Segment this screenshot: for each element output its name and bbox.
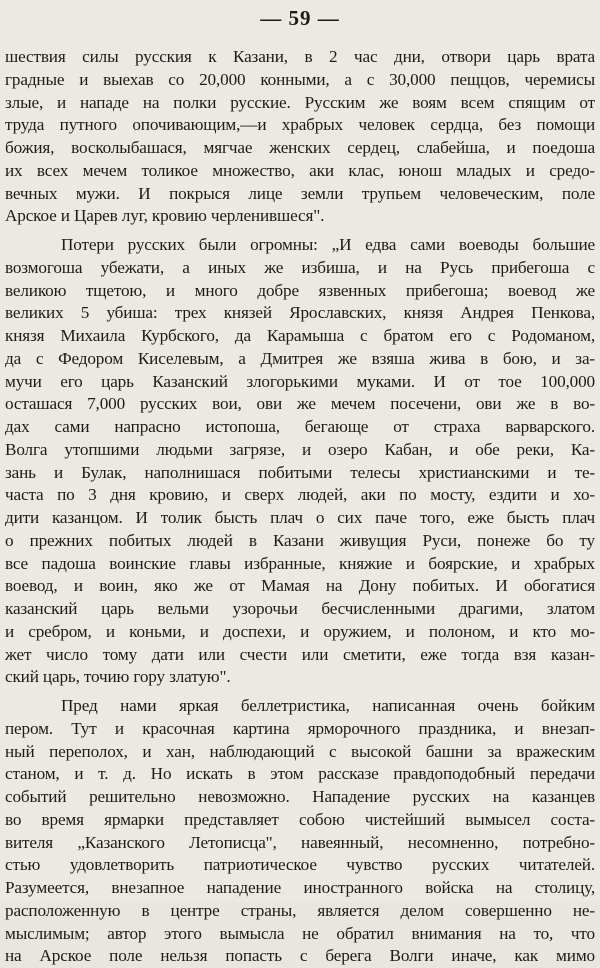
- text-line: ный переполох, и хан, наблюдающий с высокой башни за вражеским: [5, 741, 595, 761]
- page-number: — 59 —: [260, 6, 340, 30]
- text-line: князя Михаила Курбского, да Карамыша с братом его с Родоманом,: [5, 326, 595, 345]
- text-line: вечных мужи. И покрыся лице земли трупьем человеческим, поле: [5, 183, 595, 203]
- text-line: расположенную в центре страны, является делом совершенно не-: [5, 900, 595, 920]
- text-line: великою тщетою, и много добре язвенных прибегоша; воевод же: [5, 280, 595, 300]
- text-line: мыслимым; автор этого вымысла не обратил внимания на то, что: [5, 923, 595, 943]
- text-line: дити казанцом. И толик бысть плач о сих паче того, еже бысть плач: [5, 508, 595, 527]
- text-line: дах сами напрасно истопоша, бегающе от страха варварского.: [5, 417, 595, 436]
- text-line: градные и выехав со 20,000 конными, а с 30,000 пещцов, черемисы: [5, 69, 595, 89]
- text-line: да с Федором Киселевым, а Дмитрея же взяша жива в бою, и за-: [5, 348, 595, 368]
- text-line: стью удовлетворить патриотическое чувство русских читателей.: [5, 855, 595, 875]
- text-line: жет число тому дати или счести или сметити, еже тогда взя казан-: [5, 644, 595, 664]
- text-line: шествия силы русския к Казани, в 2 час дни, отвори царь врата: [5, 47, 595, 66]
- text-line: все падоша воинские главы избранные, княжие и боярские, и храбрых: [5, 553, 595, 573]
- text-line: труда путного опочивающим,—и храбрых человек сердца, без помощи: [5, 115, 595, 135]
- text-line: казанский царь вельми узорочьи бесчисленными драгими, златом: [5, 599, 595, 618]
- text-line: зань и Булак, наполнишася побитыми телесы христианскими и те-: [5, 462, 595, 482]
- text-line: Разумеется, внезапное нападение иностранного войска на столицу,: [5, 878, 595, 897]
- text-line: божия, восколыбашася, мягчае женских сердец, слабейша, и поедоша: [5, 138, 595, 157]
- text-line: злые, и нападе на полки русские. Русским же воям всем спящим от: [5, 92, 595, 112]
- text-line: во время ярмарки представляет собою чистейший вымысел соста-: [5, 809, 595, 829]
- body-text: [5, 46, 595, 968]
- text-line: часта по 3 дня кровию, и сверх людей, аки по мосту, ездити и хо-: [5, 485, 595, 505]
- paragraph-3: [5, 695, 595, 968]
- paragraph-1: [5, 46, 595, 228]
- text-line: мучи его царь Казанский злогорькими муками. И от тое 100,000: [5, 371, 595, 391]
- text-line: Потери русских были огромны: „И едва сами воеводы большие: [61, 235, 595, 254]
- text-line: ский царь, точию гору златую".: [5, 667, 231, 687]
- text-line: Пред нами яркая беллетристика, написанная очень бойким: [61, 696, 595, 715]
- text-line: Волга утопшими людьми загрязе, и озеро Кабан, и обе реки, Ка-: [5, 439, 595, 459]
- text-line: возмогоша убежати, а иных же избиша, и на Русь прибегоша с: [5, 257, 595, 277]
- text-line: Арское и Царев луг, кровию черленившеся".: [5, 206, 325, 226]
- text-line: великих 5 убиша: трех князей Ярославских, князя Андрея Пенкова,: [5, 303, 595, 323]
- text-line: пером. Тут и красочная картина ярморочного праздника, и внезап-: [5, 718, 595, 738]
- text-line: осташася 7,000 русских вои, ови же мечем посечени, ови же в во-: [5, 394, 595, 414]
- text-line: их всех мечем толикое множество, аки клас, юнош младых и средо-: [5, 160, 595, 180]
- paragraph-2: [5, 234, 595, 689]
- text-line: о прежних побитых людей в Казани живущия Руси, понеже бо ту: [5, 530, 595, 550]
- text-line: и сребром, и коньми, и доспехи, и оружием, и полоном, и кто мо-: [5, 621, 595, 641]
- text-line: на Арское поле нельзя попасть с берега Волги иначе, как мимо: [5, 946, 595, 966]
- text-line: воевод, и воин, яко же от Мамая на Дону побитых. И обогатися: [5, 576, 595, 596]
- text-line: станом, и т. д. Но искать в этом рассказе правдоподобный передачи: [5, 764, 595, 784]
- text-line: событий решительно невозможно. Нападение русских на казанцев: [5, 787, 595, 806]
- text-line: вителя „Казанского Летописца", навеянный, несомненно, потребно-: [5, 832, 595, 852]
